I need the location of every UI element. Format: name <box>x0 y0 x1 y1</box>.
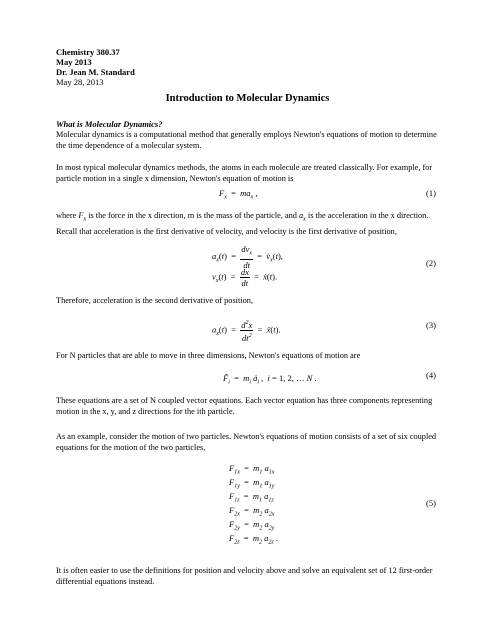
paragraph-6: These equations are a set of N coupled vector equations. Each vector equation has three components representing motion in the x, y, and z directions for the ith particle. <box>56 396 433 416</box>
course-line: Chemistry 380.37 <box>56 47 120 57</box>
equation-2b: $v_x(t)$ = $\frac{dx}{dt}$ = ẋ(t). <box>212 267 278 288</box>
equation-3: $a_x(t)$ = $\frac{d^2x}{dt^2}$ = ẍ(t). <box>212 319 281 343</box>
equation-5-line-6: $F_{2z} = m_2$ $a_{2z}$ . <box>229 533 278 546</box>
paragraph-4: Therefore, acceleration is the second derivative of position, <box>56 296 253 305</box>
paragraph-8: It is often easier to use the definitions for position and velocity above and solve an equivalent set of 12 first-order differential equations instead. <box>56 566 433 586</box>
equation-number-4: (4) <box>426 370 436 380</box>
paragraph-5: For N particles that are able to move in three dimensions, Newton's equations of motion are <box>56 351 361 360</box>
equation-2a: $a_x(t)$ = $\frac{dv_x}{dt}$ = $v̇_x(t)$, <box>212 244 283 270</box>
equation-number-5: (5) <box>426 498 436 508</box>
paragraph-1: Molecular dynamics is a computational method that generally employs Newton's equations of motion to determine the time dependence of a molecular system. <box>56 130 437 150</box>
equation-5-line-4: $F_{2x} = m_2$ $a_{2x}$ <box>229 505 275 518</box>
paragraph-7: As an example, consider the motion of two particles. Newton's equations of motion consists of a set of six coupled equations for the motion of the two particles, <box>56 432 437 452</box>
equation-5-line-3: $F_{1z} = m_1$ $a_{1z}$ <box>229 491 274 504</box>
equation-5-line-2: $F_{1y} = m_1$ $a_{1y}$ <box>229 477 275 490</box>
equation-5-line-1: $F_{1x} = m_1$ $a_{1x}$ <box>229 463 275 476</box>
page-title: Introduction to Molecular Dynamics <box>165 93 330 104</box>
equation-4: $F̃_i = m_i$ $ä_i$ , i = 1, 2, … N . <box>223 373 317 386</box>
equation-5-line-5: $F_{2y} = m_2$ $a_{2y}$ <box>229 519 275 532</box>
equation-1: $F_x = ma_x$ , <box>219 188 258 201</box>
paragraph-3-middle: is the force in the x direction, m is the mass of the particle, and <box>88 211 297 220</box>
term-line: May 2013 <box>56 57 92 67</box>
equation-number-1: (1) <box>426 188 436 198</box>
paragraph-3: where $F_x$ is the force in the x direction, m is the mass of the particle, and $a_x$ is the acceleration in the x direction. Recall that acceleration is the first derivative of velocity, and velocity is the first derivative of position, <box>56 211 429 236</box>
paragraph-3-recall: Recall that acceleration is the first derivative of velocity, and velocity is the first derivative of position, <box>56 226 397 236</box>
paragraph-3-end: is the acceleration in the x direction. <box>307 211 429 220</box>
section-heading: What is Molecular Dynamics? <box>56 119 163 129</box>
author-line: Dr. Jean M. Standard <box>56 67 135 77</box>
paragraph-2: In most typical molecular dynamics methods, the atoms in each molecule are treated classically. For example, for particle motion in a single x dimension, Newton's equation of motion is <box>56 163 433 183</box>
equation-number-2: (2) <box>426 258 436 268</box>
equation-number-3: (3) <box>426 320 436 330</box>
paragraph-3-where: where <box>56 211 77 220</box>
date-line: May 28, 2013 <box>56 77 104 87</box>
